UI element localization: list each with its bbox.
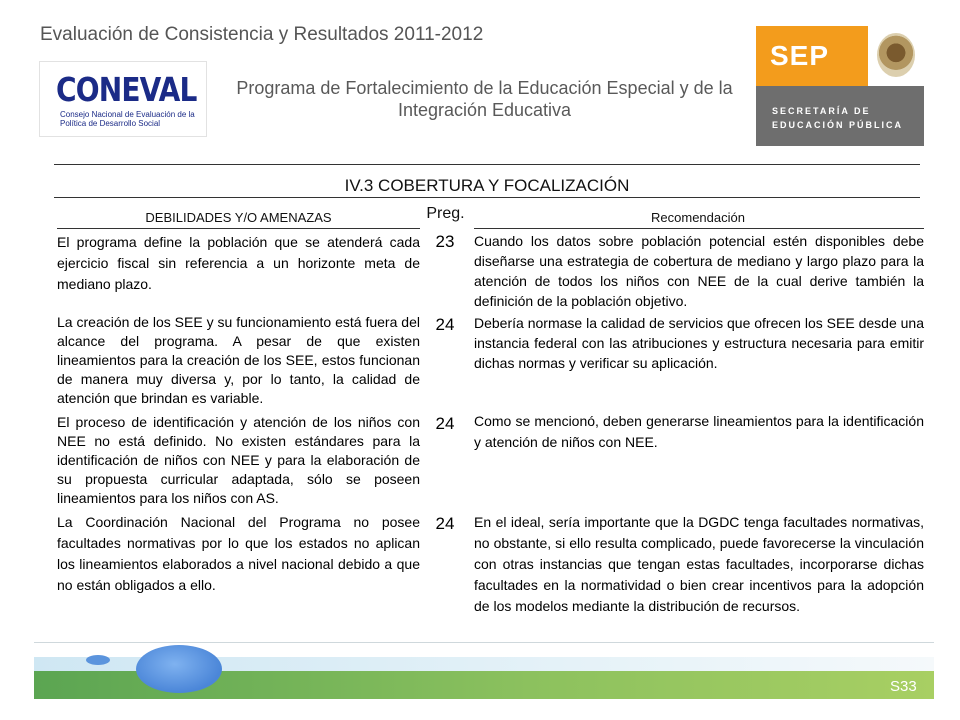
document-title: Evaluación de Consistencia y Resultados 2011-2012 — [40, 24, 484, 45]
table-row-2-preg: 24 — [435, 315, 455, 334]
section-rule-top — [54, 164, 920, 165]
footer-small-bubble-icon — [86, 655, 110, 665]
header-recomendacion: Recomendación — [651, 210, 745, 225]
footer-band — [34, 645, 934, 699]
footer-large-bubble-icon — [136, 645, 222, 693]
eagle-seal-icon — [877, 33, 915, 77]
program-title: Programa de Fortalecimiento de la Educación Especial y de la Integración Educativa — [236, 78, 733, 120]
coneval-logo-subtitle: Consejo Nacional de Evaluación de la Política de Desarrollo Social — [60, 110, 195, 128]
header-rule-left — [57, 228, 420, 229]
table-row-2-debilidad: La creación de los SEE y su funcionamiento está fuera del alcance del programa. A pesar de que existen lineamientos para la creación de los SEE, estos funcionan de manera muy diversa y, por lo tanto, la calidad de atención que brindan es variable. — [57, 314, 420, 406]
table-row-4-recomendacion: En el ideal, sería importante que la DGDC tenga facultades normativas, no obstante, si ello resulta complicado, puede favorecerse la vinculación con otras instancias que tengan estas facultades, incorporarse dichas facultades en la normatividad o bien crear incentivos para la adopción de los modelos mediante la distribución de recursos. — [474, 514, 924, 614]
table-row-3-preg: 24 — [435, 414, 455, 433]
header-rule-right — [474, 228, 924, 229]
section-title: IV.3 COBERTURA Y FOCALIZACIÓN — [344, 176, 630, 195]
sep-logo-subtitle — [772, 104, 903, 132]
table-row-1-debilidad: El programa define la población que se atenderá cada ejercicio fiscal sin referencia a un horizonte meta de mediano plazo. — [57, 234, 420, 292]
sep-logo — [756, 26, 924, 146]
coneval-logo — [40, 62, 206, 136]
coneval-logo-wordmark: CONEVAL — [56, 70, 197, 109]
table-row-4-debilidad: La Coordinación Nacional del Programa no posee facultades normativas por lo que los estados no aplican los lineamientos elaborados a nivel nacional debido a que no están obligados a ello. — [57, 514, 420, 593]
table-row-1-preg: 23 — [435, 232, 455, 251]
table-row-3-debilidad: El proceso de identificación y atención de los niños con NEE no está definido. No existen estándares para la identificación de niños con NEE y para la elaboración de su propuesta curricular adaptada, sólo se poseen lineamientos para los niños con AS. — [57, 414, 420, 506]
page-number: S33 — [890, 678, 917, 695]
sep-logo-wordmark: SEP — [770, 40, 830, 71]
sep-subtitle-line-2: EDUCACIÓN PÚBLICA — [772, 120, 904, 130]
section-rule-bottom — [54, 197, 920, 198]
table-row-2-recomendacion: Debería normase la calidad de servicios que ofrecen los SEE desde una instancia federal con las atribuciones y estructura necesaria para emitir dichas normas y verificar su aplicación. — [474, 315, 924, 371]
header-debilidades: DEBILIDADES Y/O AMENAZAS — [145, 210, 332, 225]
footer-top-rule — [34, 642, 934, 643]
sep-subtitle-line-1: SECRETARÍA DE — [772, 106, 871, 116]
national-seal-icon — [868, 26, 924, 86]
table-row-1-recomendacion: Cuando los datos sobre población potencial estén disponibles debe diseñarse una estrategia de cobertura de mediano y largo plazo para la atención de todos los niños con NEE de la cual derive también la definición de la población objetivo. — [474, 233, 924, 309]
table-row-4-preg: 24 — [435, 514, 455, 533]
table-row-3-recomendacion: Como se mencionó, deben generarse lineamientos para la identificación y atención de niños con NEE. — [474, 413, 924, 450]
header-preg: Preg. — [426, 205, 465, 222]
